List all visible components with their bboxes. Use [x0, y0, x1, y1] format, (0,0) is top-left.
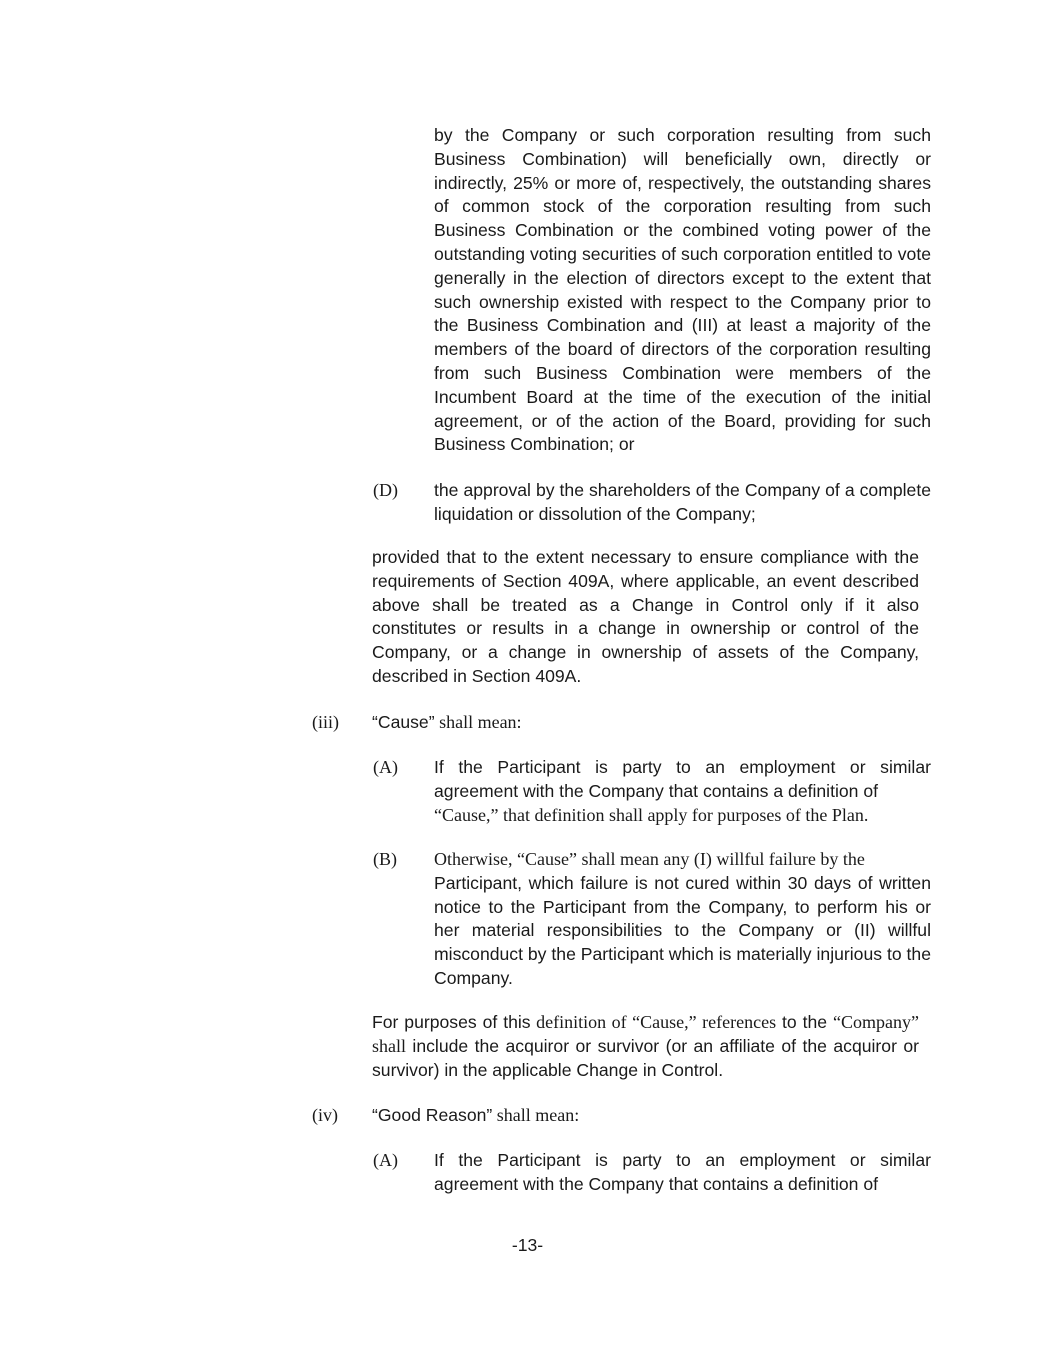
cause-item-a-label: (A)	[373, 757, 398, 777]
page-number: -13-	[511, 1235, 544, 1255]
good-reason-item-a-label: (A)	[373, 1150, 398, 1170]
section-iv-heading	[372, 1104, 579, 1128]
section-iv-label: (iv)	[312, 1105, 338, 1125]
cause-item-a-text-part2: “Cause,” that definition shall apply for purposes of the Plan.	[434, 804, 869, 825]
good-reason-item-a-text: If the Participant is party to an employment or similar agreement with the Company that contains a definition of	[434, 1150, 931, 1194]
cause-note-part1: For purposes of this	[372, 1012, 531, 1032]
cause-item-a-text-part1: If the Participant is party to an employment or similar agreement with the Company that contains a definition of	[434, 757, 931, 801]
good-reason-term: “Good Reason”	[372, 1105, 493, 1125]
cause-item-b-text	[434, 848, 931, 991]
cause-note-part2: definition of “Cause,” references	[530, 1012, 777, 1032]
cause-term: “Cause”	[372, 712, 435, 732]
cause-item-b-text-part1: Otherwise, “Cause” shall mean any (I) willful failure by the	[434, 849, 865, 869]
cause-item-b-text-part2: Participant, which failure is not cured within 30 days of written notice to the Participant from the Company, to perform his or her material responsibilities to the Company or (II) willful misconduct by the Participant which is materially injurious to the Company.	[434, 872, 931, 988]
cause-note-part3: to the	[776, 1012, 828, 1032]
item-d-text: the approval by the shareholders of the Company of a complete liquidation or dissolution of the Company;	[434, 480, 931, 524]
item-d-label: (D)	[373, 480, 398, 500]
cause-note-part4: “Company” shall	[372, 1012, 919, 1056]
cause-note-part5: include the acquiror or survivor (or an affiliate of the acquiror or survivor) in the applicable Change in Control.	[372, 1035, 919, 1080]
cause-heading-rest: shall mean:	[434, 712, 522, 732]
continuation-paragraph: by the Company or such corporation resulting from such Business Combination) will beneficially own, directly or indirectly, 25% or more of, respectively, the outstanding shares of common stock of the corporation resulting from such Business Combination or the combined voting power of the outstanding voting securities of such corporation entitled to vote generally in the election of directors except to the extent that such ownership existed with respect to the Company prior to the Business Combination and (III) at least a majority of the members of the board of directors of the corporation resulting from such Business Combination were members of the Incumbent Board at the time of the execution of the initial agreement, or of the action of the Board, providing for such Business Combination; or	[434, 125, 931, 455]
cause-item-a-text	[434, 756, 931, 827]
cause-item-b-label: (B)	[373, 849, 397, 869]
cause-note-paragraph	[372, 1011, 919, 1082]
section-iii-label: (iii)	[312, 712, 339, 732]
proviso-paragraph: provided that to the extent necessary to ensure compliance with the requirements of Section 409A, where applicable, an event described above shall be treated as a Change in Control only if it also constitutes or results in a change in ownership or control of the Company, or a change in ownership of assets of the Company, described in Section 409A.	[372, 547, 919, 686]
section-iii-heading	[372, 711, 522, 735]
good-reason-heading-rest: shall mean:	[492, 1105, 580, 1125]
